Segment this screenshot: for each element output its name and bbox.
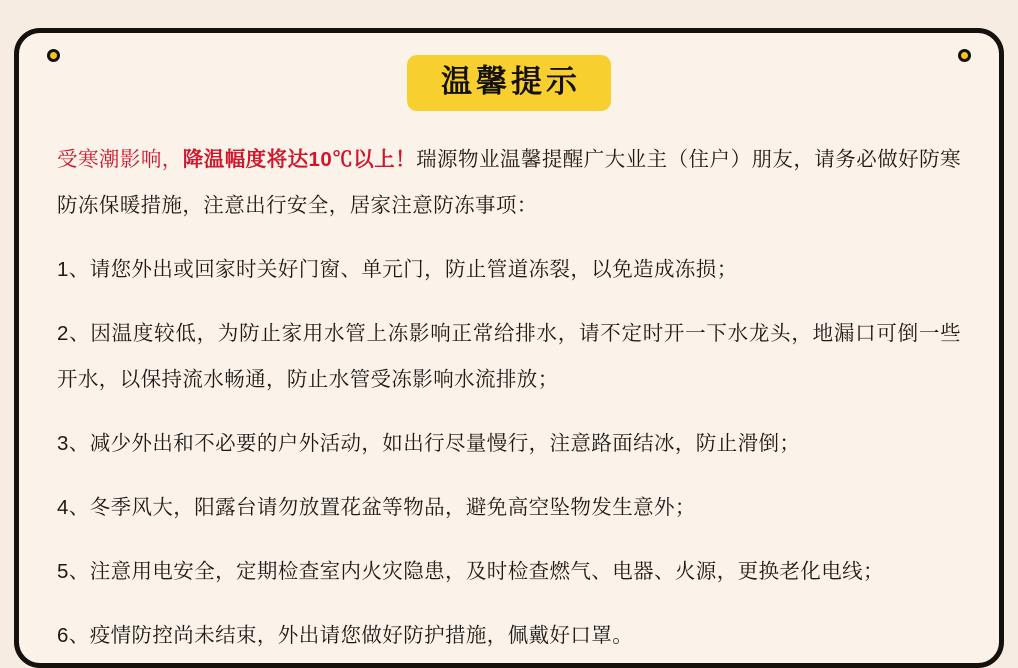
notice-paragraph [57,247,961,293]
notice-paragraph [57,311,961,403]
notice-card [14,28,1004,668]
notice-text-segment: 4、冬季风大，阳露台请勿放置花盆等物品，避免高空坠物发生意外； [57,496,696,519]
notice-text-segment: 2、因温度较低，为防止家用水管上冻影响正常给排水，请不定时开一下水龙头，地漏口可倒一些开水，以保持流水畅通，防止水管受冻影响水流排放； [57,322,961,391]
notice-paragraph [57,613,961,659]
notice-text-segment: 6、疫情防控尚未结束，外出请您做好防护措施，佩戴好口罩。 [57,624,634,647]
notice-text-segment: 受寒潮影响， [57,148,183,171]
notice-text-segment: 5、注意用电安全，定期检查室内火灾隐患，及时检查燃气、电器、火源，更换老化电线； [57,560,884,583]
notice-text-segment: 1、请您外出或回家时关好门窗、单元门，防止管道冻裂，以免造成冻损； [57,258,738,281]
notice-paragraph [57,485,961,531]
notice-text-segment: 3、减少外出和不必要的户外活动，如出行尽量慢行，注意路面结冰，防止滑倒； [57,432,801,455]
poster-title: 温馨提示 [407,55,611,111]
title-container [19,55,999,111]
notice-text-segment: 降温幅度将达10℃以上！ [182,148,417,171]
notice-paragraph [57,549,961,595]
notice-paragraph [57,421,961,467]
notice-body [19,137,999,659]
notice-text-segment: 瑞源物业温馨提醒广大业主（住户）朋友，请务必做好防寒防冻保暖措施，注意出行安全，居家注意防冻事项： [57,148,961,217]
notice-paragraph [57,137,961,229]
